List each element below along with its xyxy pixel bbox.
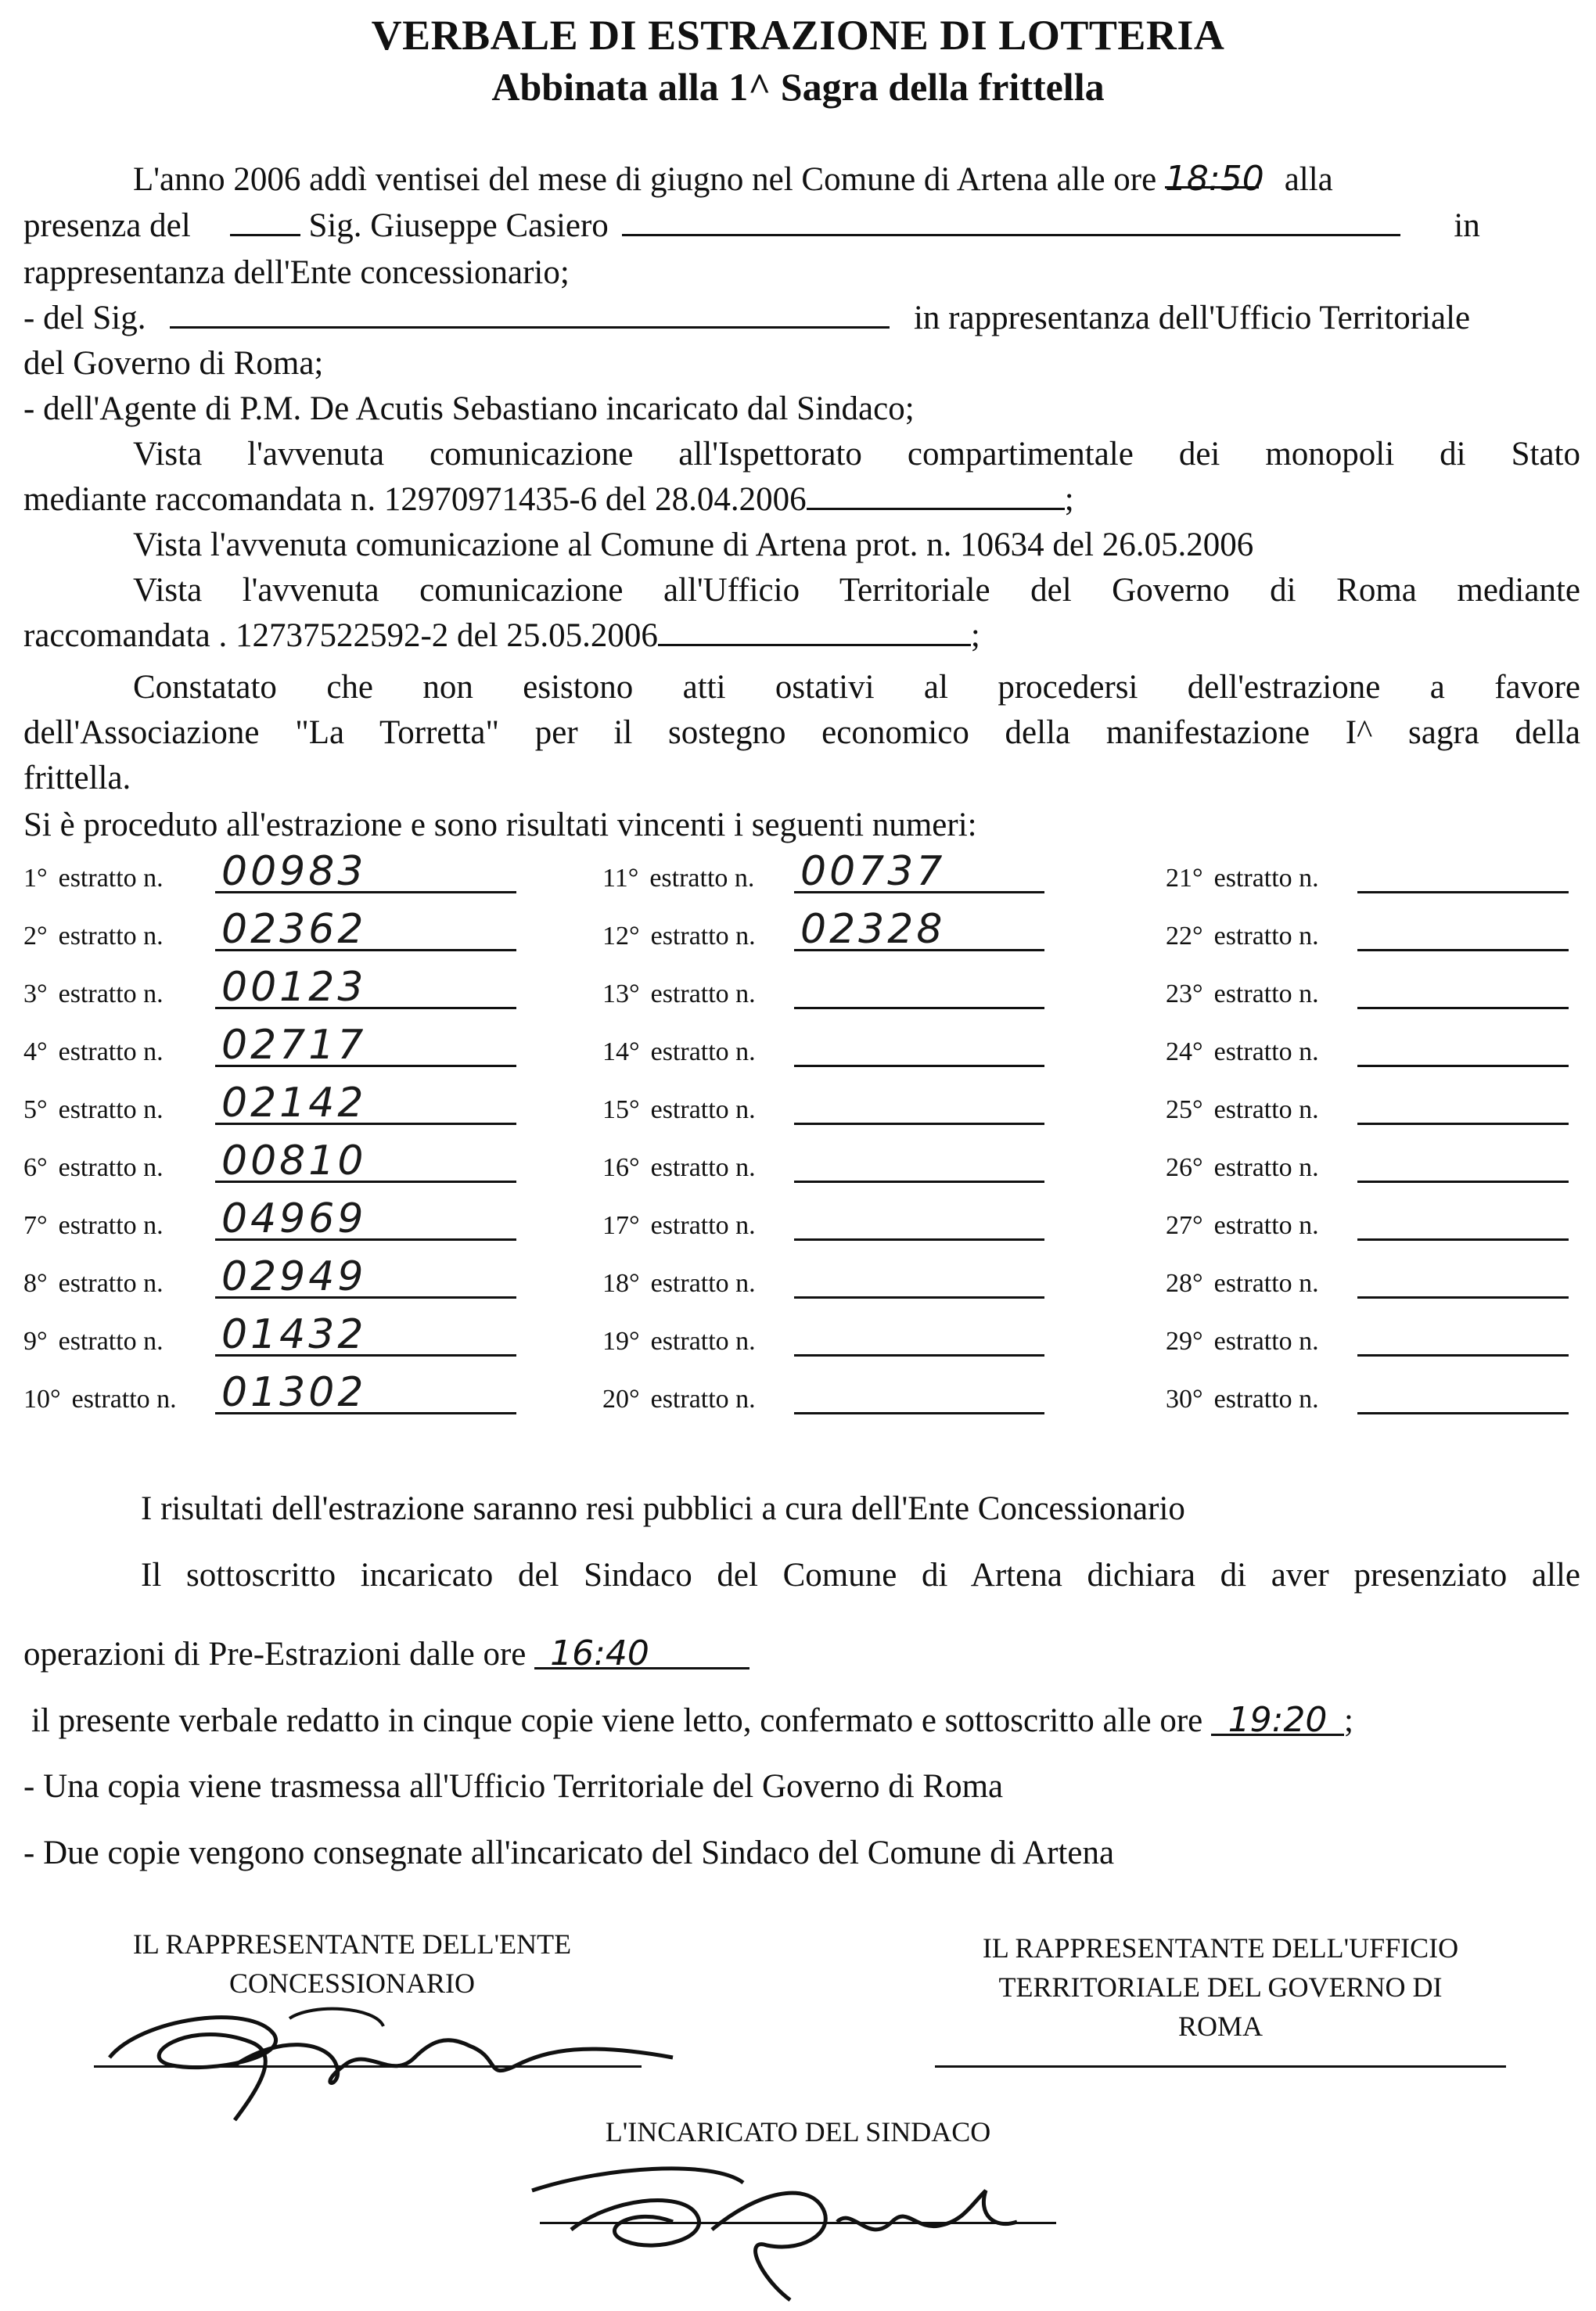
extraction-suffix: estratto n.	[650, 1327, 756, 1356]
extraction-suffix: estratto n.	[650, 979, 756, 1008]
extraction-label	[23, 1385, 215, 1414]
extraction-number: 02362	[215, 908, 516, 951]
body-line-4	[23, 296, 1580, 341]
extraction-number	[794, 1023, 1044, 1067]
body-line-3: rappresentanza dell'Ente concessionario;	[23, 254, 570, 291]
extraction-label	[1166, 922, 1357, 951]
extraction-ordinal: 20°	[602, 1385, 640, 1414]
extraction-suffix: estratto n.	[58, 922, 164, 951]
pre-extraction-time-field	[534, 1631, 749, 1673]
start-time-field	[1164, 156, 1264, 199]
extraction-ordinal: 26°	[1166, 1153, 1203, 1182]
extraction-number	[794, 1371, 1044, 1414]
extraction-entry	[23, 965, 516, 1012]
extraction-suffix: estratto n.	[1213, 1211, 1319, 1240]
extraction-ordinal: 18°	[602, 1269, 640, 1298]
extraction-suffix: estratto n.	[58, 1037, 164, 1066]
extraction-label	[23, 1269, 215, 1299]
extraction-entry	[602, 965, 1044, 1012]
extraction-ordinal: 22°	[1166, 922, 1203, 951]
extraction-entry	[1166, 965, 1569, 1012]
extraction-label	[602, 1153, 794, 1183]
extraction-entry	[1166, 1371, 1569, 1418]
extraction-number	[794, 1313, 1044, 1357]
blank-line	[807, 478, 1065, 510]
extraction-entry	[23, 908, 516, 954]
blank-line	[622, 204, 1400, 236]
extraction-suffix: estratto n.	[650, 1385, 756, 1414]
extraction-number: 02328	[794, 908, 1044, 951]
ufficio-label-3: ROMA	[1177, 2011, 1264, 2042]
extraction-label	[602, 1327, 794, 1357]
extraction-suffix: estratto n.	[58, 979, 164, 1008]
representative-name: Sig. Giuseppe Casiero	[308, 207, 609, 244]
extraction-ordinal: 8°	[23, 1269, 48, 1298]
extraction-label	[602, 1037, 794, 1067]
extraction-number: 02949	[215, 1255, 516, 1299]
extraction-ordinal: 13°	[602, 979, 640, 1008]
presence-label: presenza del	[23, 207, 191, 244]
extraction-entry	[23, 1313, 516, 1360]
extraction-suffix: estratto n.	[1213, 1385, 1319, 1414]
extraction-ordinal: 10°	[23, 1385, 61, 1414]
footer-line-3	[23, 1631, 1580, 1677]
extraction-number	[1357, 965, 1569, 1009]
signature-block-ufficio	[915, 1928, 1526, 2046]
extraction-ordinal: 16°	[602, 1153, 640, 1182]
extraction-ordinal: 27°	[1166, 1211, 1203, 1240]
extraction-label	[23, 1327, 215, 1357]
body-line-6: - dell'Agente di P.M. De Acutis Sebastiano incaricato dal Sindaco;	[23, 390, 915, 427]
ufficio-label-1: IL RAPPRESENTANTE DELL'UFFICIO	[982, 1932, 1459, 1964]
extraction-label	[602, 864, 794, 893]
extraction-suffix: estratto n.	[1213, 864, 1319, 893]
extraction-number: 02717	[215, 1023, 516, 1067]
extraction-ordinal: 30°	[1166, 1385, 1203, 1414]
extraction-suffix: estratto n.	[1213, 979, 1319, 1008]
extraction-label	[602, 922, 794, 951]
body-line-9: Vista l'avvenuta comunicazione al Comune di Artena prot. n. 10634 del 26.05.2006	[133, 527, 1254, 563]
raccomandata-2-text: raccomandata . 12737522592-2 del 25.05.2006	[23, 617, 658, 654]
extraction-ordinal: 7°	[23, 1211, 48, 1240]
extraction-suffix: estratto n.	[58, 1211, 164, 1240]
intro-text: L'anno 2006 addì ventisei del mese di giugno nel Comune di Artena alle ore	[133, 161, 1157, 198]
extraction-suffix: estratto n.	[1213, 1269, 1319, 1298]
extraction-suffix: estratto n.	[1213, 1153, 1319, 1182]
ente-label-2: CONCESSIONARIO	[228, 1968, 476, 1999]
extraction-label	[1166, 1327, 1357, 1357]
extraction-entry	[23, 1371, 516, 1418]
extraction-label	[1166, 1385, 1357, 1414]
ufficio-label-2: TERRITORIALE DEL GOVERNO DI	[998, 1971, 1443, 2003]
extraction-entry	[23, 1023, 516, 1070]
body-line-5: del Governo di Roma;	[23, 345, 324, 382]
ente-signature	[78, 1971, 688, 2128]
extraction-number	[794, 1081, 1044, 1125]
body-line-13: dell'Associazione "La Torretta" per il sostegno economico della manifestazione I^ sagra della	[23, 714, 1580, 751]
extraction-number	[1357, 1139, 1569, 1183]
signed-time-value: 19:20	[1228, 1700, 1328, 1740]
extraction-suffix: estratto n.	[650, 922, 756, 951]
semicolon: ;	[1343, 1702, 1353, 1739]
extraction-ordinal: 4°	[23, 1037, 48, 1066]
extraction-number: 01302	[215, 1371, 516, 1414]
extraction-label	[23, 864, 215, 893]
semicolon: ;	[1064, 481, 1074, 518]
extraction-label	[602, 1095, 794, 1125]
blank-line	[658, 614, 971, 646]
extraction-number	[1357, 850, 1569, 893]
extraction-ordinal: 23°	[1166, 979, 1203, 1008]
semicolon: ;	[970, 617, 980, 654]
extraction-ordinal: 17°	[602, 1211, 640, 1240]
extraction-number	[1357, 1313, 1569, 1357]
extraction-suffix: estratto n.	[650, 1269, 756, 1298]
extraction-suffix: estratto n.	[58, 1095, 164, 1124]
extraction-label	[1166, 1269, 1357, 1299]
extraction-number: 00810	[215, 1139, 516, 1183]
body-line-7: Vista l'avvenuta comunicazione all'Ispettorato compartimentale dei monopoli di Stato	[133, 436, 1580, 473]
extraction-label	[1166, 1153, 1357, 1183]
extraction-ordinal: 9°	[23, 1327, 48, 1356]
extraction-label	[23, 1037, 215, 1067]
body-line-2	[23, 203, 1580, 249]
office-rep-text: in rappresentanza dell'Ufficio Territoriale	[913, 300, 1471, 336]
intro-text-end: alla	[1284, 161, 1333, 198]
extraction-suffix: estratto n.	[1213, 1327, 1319, 1356]
extraction-entry	[602, 1197, 1044, 1244]
extraction-ordinal: 24°	[1166, 1037, 1203, 1066]
extraction-entry	[1166, 1023, 1569, 1070]
extraction-entry	[1166, 1139, 1569, 1186]
extraction-number	[794, 965, 1044, 1009]
extraction-ordinal: 25°	[1166, 1095, 1203, 1124]
extraction-suffix: estratto n.	[71, 1385, 177, 1414]
extraction-label	[1166, 1095, 1357, 1125]
extraction-entry	[602, 850, 1044, 897]
extraction-number	[794, 1197, 1044, 1241]
document-title: VERBALE DI ESTRAZIONE DI LOTTERIA	[371, 12, 1225, 59]
pre-extraction-text: operazioni di Pre-Estrazioni dalle ore	[23, 1636, 527, 1673]
extraction-suffix: estratto n.	[1213, 1037, 1319, 1066]
extraction-suffix: estratto n.	[649, 864, 755, 893]
extraction-label	[1166, 864, 1357, 893]
extraction-number	[1357, 1255, 1569, 1299]
extraction-entry	[1166, 1197, 1569, 1244]
document-subtitle: Abbinata alla 1^ Sagra della frittella	[491, 65, 1105, 109]
body-line-8	[23, 477, 1580, 523]
extraction-number	[1357, 908, 1569, 951]
extraction-ordinal: 29°	[1166, 1327, 1203, 1356]
signed-time-field	[1211, 1698, 1344, 1740]
extraction-number: 00983	[215, 850, 516, 893]
extraction-number: 04969	[215, 1197, 516, 1241]
extraction-label	[602, 1211, 794, 1241]
extraction-label	[23, 979, 215, 1009]
footer-line-5: - Una copia viene trasmessa all'Ufficio Territoriale del Governo di Roma	[23, 1768, 1004, 1805]
extraction-label	[23, 1153, 215, 1183]
extraction-number	[1357, 1081, 1569, 1125]
extraction-suffix: estratto n.	[58, 1153, 164, 1182]
extraction-number	[1357, 1023, 1569, 1067]
del-sig-label: - del Sig.	[23, 300, 146, 336]
extraction-ordinal: 3°	[23, 979, 48, 1008]
extraction-ordinal: 15°	[602, 1095, 640, 1124]
extraction-label	[602, 1385, 794, 1414]
extraction-suffix: estratto n.	[58, 1269, 164, 1298]
footer-line-1: I risultati dell'estrazione saranno resi pubblici a cura dell'Ente Concessionario	[141, 1490, 1185, 1527]
extraction-label	[23, 1211, 215, 1241]
extraction-entry	[1166, 1255, 1569, 1302]
body-line-1	[23, 156, 1580, 203]
extraction-number: 00737	[794, 850, 1044, 893]
extraction-number	[794, 1255, 1044, 1299]
blank-name-field	[170, 297, 890, 329]
extraction-entry	[1166, 908, 1569, 954]
extraction-label	[602, 1269, 794, 1299]
extraction-ordinal: 14°	[602, 1037, 640, 1066]
extraction-number	[1357, 1371, 1569, 1414]
extraction-number: 01432	[215, 1313, 516, 1357]
extraction-ordinal: 12°	[602, 922, 640, 951]
extraction-number	[794, 1139, 1044, 1183]
extraction-entry	[1166, 1081, 1569, 1128]
body-line-15: Si è proceduto all'estrazione e sono risultati vincenti i seguenti numeri:	[23, 807, 977, 843]
footer-line-2: Il sottoscritto incaricato del Sindaco del Comune di Artena dichiara di aver presenziato alle	[141, 1557, 1580, 1594]
extraction-entry	[602, 1313, 1044, 1360]
extraction-entry	[23, 1197, 516, 1244]
sindaco-signature	[509, 2144, 1072, 2308]
extraction-ordinal: 5°	[23, 1095, 48, 1124]
extraction-suffix: estratto n.	[1213, 1095, 1319, 1124]
extraction-ordinal: 21°	[1166, 864, 1203, 893]
extraction-ordinal: 1°	[23, 864, 48, 893]
ente-label-1: IL RAPPRESENTANTE DELL'ENTE	[132, 1928, 572, 1960]
extraction-entry	[23, 1255, 516, 1302]
extraction-entry	[602, 1371, 1044, 1418]
footer-line-6: - Due copie vengono consegnate all'incaricato del Sindaco del Comune di Artena	[23, 1835, 1115, 1871]
extraction-label	[23, 1095, 215, 1125]
extraction-entry	[602, 1255, 1044, 1302]
extraction-ordinal: 28°	[1166, 1269, 1203, 1298]
extraction-ordinal: 19°	[602, 1327, 640, 1356]
extraction-entry	[602, 1139, 1044, 1186]
extraction-ordinal: 11°	[602, 864, 639, 893]
extraction-label	[1166, 1037, 1357, 1067]
extraction-entry	[602, 1023, 1044, 1070]
extraction-entry	[23, 1139, 516, 1186]
extraction-number	[1357, 1197, 1569, 1241]
body-line-11	[23, 613, 1580, 659]
extraction-suffix: estratto n.	[58, 1327, 164, 1356]
footer-line-4	[23, 1698, 1588, 1744]
extraction-suffix: estratto n.	[650, 1153, 756, 1182]
extraction-suffix: estratto n.	[58, 864, 164, 893]
blank-prefix	[230, 204, 300, 236]
signed-text: il presente verbale redatto in cinque copie viene letto, confermato e sottoscritto alle ore	[31, 1702, 1203, 1739]
extraction-ordinal: 2°	[23, 922, 48, 951]
extraction-label	[23, 922, 215, 951]
extraction-suffix: estratto n.	[1213, 922, 1319, 951]
pre-extraction-time-value: 16:40	[550, 1634, 649, 1673]
extraction-entry	[1166, 850, 1569, 897]
extraction-suffix: estratto n.	[650, 1037, 756, 1066]
start-time-value: 18:50	[1164, 159, 1264, 199]
ufficio-signature-line	[935, 2065, 1506, 2068]
extraction-label	[1166, 1211, 1357, 1241]
extraction-suffix: estratto n.	[650, 1211, 756, 1240]
extraction-entry	[1166, 1313, 1569, 1360]
body-line-14: frittella.	[23, 760, 131, 796]
body-line-10: Vista l'avvenuta comunicazione all'Ufficio Territoriale del Governo di Roma mediante	[133, 572, 1580, 609]
extraction-entry	[602, 908, 1044, 954]
extraction-label	[602, 979, 794, 1009]
raccomandata-1-text: mediante raccomandata n. 12970971435-6 del 28.04.2006	[23, 481, 807, 518]
extraction-ordinal: 6°	[23, 1153, 48, 1182]
extraction-entry	[23, 850, 516, 897]
in-word: in	[1454, 207, 1480, 244]
extraction-entry	[602, 1081, 1044, 1128]
extraction-suffix: estratto n.	[650, 1095, 756, 1124]
body-line-12: Constatato che non esistono atti ostativi al procedersi dell'estrazione a favore	[133, 669, 1580, 706]
sindaco-label: L'INCARICATO DEL SINDACO	[605, 2116, 991, 2147]
extraction-label	[1166, 979, 1357, 1009]
extraction-number: 00123	[215, 965, 516, 1009]
extraction-entry	[23, 1081, 516, 1128]
extraction-number: 02142	[215, 1081, 516, 1125]
